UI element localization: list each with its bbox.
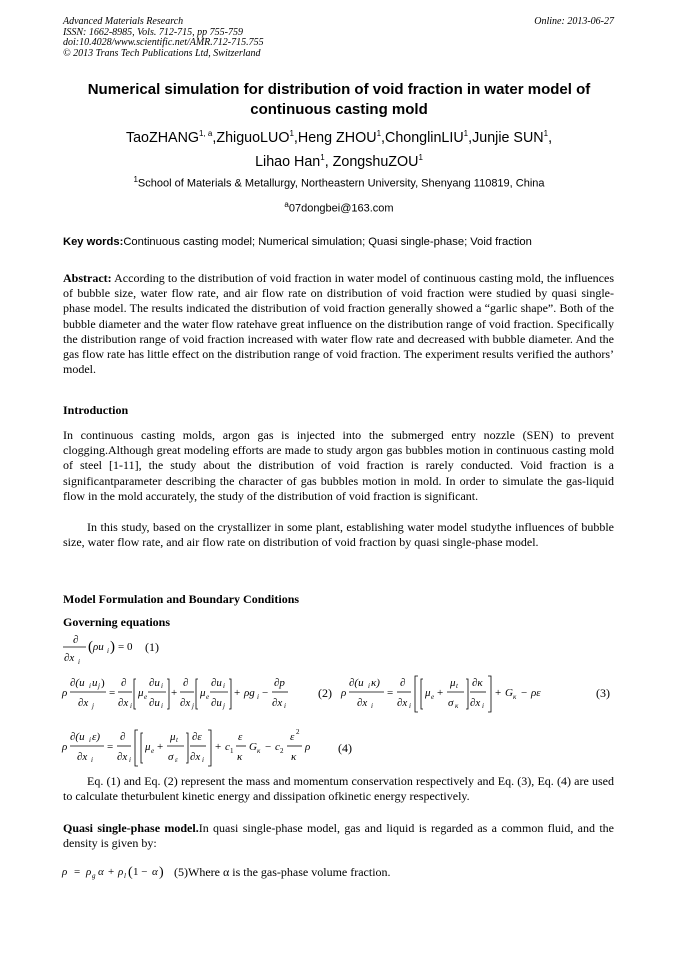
svg-text:∂x: ∂x	[78, 697, 89, 709]
svg-text:(: (	[128, 865, 133, 880]
svg-text:∂: ∂	[120, 731, 126, 743]
svg-text:∂x: ∂x	[77, 751, 88, 763]
svg-text:t: t	[456, 682, 458, 690]
svg-text:+: +	[495, 687, 502, 699]
quasi-single-phase-paragraph	[63, 821, 614, 851]
quasi-model-text: In quasi single-phase model, gas and liquid is regarded as a common fluid, and the density is given by:	[63, 821, 614, 851]
author-sup: 1	[543, 129, 549, 138]
svg-text:∂: ∂	[73, 634, 79, 646]
svg-text:e: e	[144, 693, 148, 701]
svg-text:1: 1	[230, 747, 234, 755]
author-name: ,Heng ZHOU	[293, 129, 377, 146]
svg-text:−: −	[521, 687, 528, 699]
affiliation-sup: 1	[133, 175, 138, 184]
journal-header	[63, 17, 264, 59]
svg-text:∂(u: ∂(u	[70, 677, 85, 689]
svg-text:): )	[101, 677, 105, 689]
equation-1-number: (1)	[145, 640, 159, 654]
affiliation-text: School of Materials & Metallurgy, Northeastern University, Shenyang 110819, China	[137, 177, 545, 190]
keywords-label: Key words:	[63, 236, 124, 248]
svg-text:i: i	[202, 756, 204, 764]
author-name: , ZongshuZOU	[324, 153, 419, 170]
author-sup: 1	[418, 152, 423, 162]
svg-text:i: i	[130, 702, 132, 710]
svg-text:ρ: ρ	[118, 866, 124, 878]
svg-text:): )	[110, 639, 115, 655]
svg-text:κ): κ)	[371, 677, 380, 689]
svg-text:∂x: ∂x	[180, 697, 191, 709]
author-sup: 1	[463, 129, 469, 138]
svg-text:g: g	[92, 872, 96, 880]
svg-text:ρ: ρ	[86, 866, 92, 878]
author-name: TaoZHANG	[125, 129, 200, 146]
svg-text:i: i	[409, 702, 411, 710]
svg-text:∂x: ∂x	[357, 697, 368, 709]
svg-text:+: +	[437, 687, 444, 699]
svg-text:1 −: 1 −	[133, 866, 148, 878]
svg-text:∂u: ∂u	[211, 677, 222, 689]
journal-name: Advanced Materials Research	[63, 16, 184, 27]
svg-text:2: 2	[280, 747, 284, 755]
intro-paragraph-2: In this study, based on the crystallizer in some plant, establishing water model studythe influences of bubble size, water flow rate, and air flow rate on distribution of void fraction by quasi single-phase model.	[63, 520, 614, 550]
svg-text:σ: σ	[168, 751, 174, 763]
equation-1	[60, 632, 142, 666]
svg-text:+: +	[108, 866, 115, 878]
author-sup: 1	[376, 129, 382, 138]
svg-text:e: e	[206, 693, 210, 701]
svg-text:c: c	[225, 741, 230, 753]
svg-text:i: i	[89, 682, 91, 690]
equation-4-number: (4)	[338, 741, 352, 755]
svg-text:∂ε: ∂ε	[192, 731, 202, 743]
svg-text:i: i	[161, 702, 163, 710]
svg-text:σ: σ	[448, 697, 454, 709]
svg-text:ρ: ρ	[305, 741, 311, 753]
equation-3	[340, 672, 576, 714]
svg-text:∂x: ∂x	[470, 697, 481, 709]
equation-5-number: (5)	[174, 865, 188, 879]
svg-text:ρ: ρ	[341, 687, 347, 699]
svg-text:ρu: ρu	[93, 641, 104, 653]
svg-text:∂x: ∂x	[190, 751, 201, 763]
author-name: ,ZhiguoLUO	[212, 129, 290, 146]
equation-5-line	[174, 865, 391, 880]
svg-text:μ: μ	[450, 677, 456, 689]
author-list	[50, 124, 628, 172]
author-name: ,Junjie SUN	[468, 129, 544, 146]
email-sup: a	[284, 200, 289, 209]
keywords	[63, 236, 623, 248]
svg-text:μ: μ	[170, 731, 176, 743]
svg-text:∂: ∂	[121, 677, 127, 689]
author-sup: 1, a	[199, 129, 213, 138]
journal-doi: doi:10.4028/www.scientific.net/AMR.712-715.755	[63, 37, 264, 49]
svg-text:+: +	[157, 741, 164, 753]
svg-text:2: 2	[296, 728, 300, 736]
svg-text:α: α	[98, 866, 104, 878]
affiliation	[40, 175, 638, 190]
keywords-text: Continuous casting model; Numerical simulation; Quasi single-phase; Void fraction	[123, 236, 532, 248]
svg-text:i: i	[223, 682, 225, 690]
svg-text:l: l	[124, 872, 126, 880]
svg-text:+: +	[171, 687, 178, 699]
svg-text:=: =	[109, 687, 116, 699]
svg-text:i: i	[89, 736, 91, 744]
svg-text:(: (	[88, 639, 93, 655]
svg-text:ρg: ρg	[244, 687, 255, 699]
intro-paragraph-1: In continuous casting molds, argon gas is injected into the submerged entry nozzle (SEN) to prevent clogging.Although great modeling efforts are made to study argon gas bubbles motion in continuous casting mold of steel [1-11], the study about the distribution of void fraction is rarely conducted. Void fraction is a significantparameter describing the character of gas bubbles motion in mold. In order to simulate the gas-liquid flow in the mold accurately, the study of the distribution of void fraction is significant.	[63, 428, 614, 503]
abstract-label: Abstract:	[63, 271, 112, 285]
journal-copyright: © 2013 Trans Tech Publications Ltd, Switzerland	[63, 47, 261, 59]
author-sup: 1	[289, 129, 294, 138]
quasi-model-label: Quasi single-phase model.	[63, 821, 199, 835]
svg-text:u: u	[92, 677, 98, 689]
svg-text:∂x: ∂x	[117, 751, 128, 763]
svg-text:= 0: = 0	[118, 641, 133, 653]
section-heading-model: Model Formulation and Boundary Conditions	[63, 592, 300, 606]
svg-text:i: i	[161, 682, 163, 690]
svg-text:j: j	[98, 682, 100, 690]
svg-text:μ: μ	[425, 687, 431, 699]
author-name: ,ChonglinLIU	[381, 129, 464, 146]
svg-text:∂x: ∂x	[118, 697, 129, 709]
equation-5-text: Where α is the gas-phase volume fraction.	[188, 865, 391, 879]
equation-5	[60, 861, 180, 883]
svg-text:=: =	[107, 741, 114, 753]
equation-3-number: (3)	[596, 686, 610, 700]
svg-text:∂(u: ∂(u	[70, 731, 85, 743]
svg-text:∂: ∂	[183, 677, 189, 689]
svg-text:−: −	[265, 741, 272, 753]
svg-text:κ: κ	[291, 751, 297, 763]
paper-title: Numerical simulation for distribution of void fraction in water model of continuous casting mold	[87, 81, 591, 118]
svg-text:G: G	[249, 741, 257, 753]
author-separator: ,	[548, 129, 553, 146]
author-name: Lihao Han	[255, 153, 321, 170]
svg-text:∂: ∂	[400, 677, 406, 689]
svg-text:∂p: ∂p	[274, 677, 285, 689]
svg-text:κ: κ	[455, 702, 459, 710]
svg-text:ρε: ρε	[531, 687, 541, 699]
svg-text:i: i	[129, 756, 131, 764]
svg-text:e: e	[151, 747, 155, 755]
svg-text:μ: μ	[138, 687, 144, 699]
svg-text:∂u: ∂u	[211, 697, 222, 709]
author-email	[40, 200, 638, 215]
equation-2	[60, 672, 322, 714]
svg-text:i: i	[368, 682, 370, 690]
online-date: Online: 2013-06-27	[534, 16, 614, 27]
svg-text:i: i	[91, 756, 93, 764]
journal-issn: ISSN: 1662-8985, Vols. 712-715, pp 755-759	[63, 26, 243, 38]
svg-text:i: i	[107, 647, 109, 655]
svg-text:ρ: ρ	[62, 687, 68, 699]
svg-text:i: i	[482, 702, 484, 710]
equation-4	[60, 726, 338, 768]
svg-text:i: i	[371, 702, 373, 710]
svg-text:i: i	[78, 658, 80, 666]
svg-text:ε): ε)	[92, 731, 100, 743]
svg-text:G: G	[505, 687, 513, 699]
subsection-heading-governing: Governing equations	[63, 615, 171, 629]
svg-text:i: i	[284, 702, 286, 710]
svg-text:∂u: ∂u	[149, 697, 160, 709]
svg-text:j: j	[192, 702, 194, 710]
svg-text:∂u: ∂u	[149, 677, 160, 689]
svg-text:−: −	[262, 687, 269, 699]
svg-text:t: t	[176, 736, 178, 744]
svg-text:): )	[159, 865, 164, 880]
svg-text:κ: κ	[237, 751, 243, 763]
svg-text:∂x: ∂x	[64, 652, 75, 664]
svg-text:j: j	[92, 702, 94, 710]
svg-text:∂κ: ∂κ	[472, 677, 483, 689]
svg-text:ε: ε	[290, 731, 295, 743]
section-heading-introduction: Introduction	[63, 403, 129, 417]
svg-text:=: =	[387, 687, 394, 699]
svg-text:∂x: ∂x	[272, 697, 283, 709]
svg-text:c: c	[275, 741, 280, 753]
svg-text:α: α	[152, 866, 158, 878]
svg-text:j: j	[223, 702, 225, 710]
svg-text:ρ: ρ	[62, 866, 68, 878]
email-text: 07dongbei@163.com	[288, 202, 394, 215]
svg-text:κ: κ	[257, 747, 261, 755]
svg-text:i: i	[257, 693, 259, 701]
abstract-text: According to the distribution of void fraction in water model of continuous casting mold, the influences of bubble size, water flow rate, and air flow rate on distribution of void fraction were studied by quasi single-phase model. The results indicated the distribution of void fraction generally showed a “garlic shape”. Both of the bubble diameter and the water flow ratehave great influence on the distribution range of void fraction. Specifically the distribution range of void fraction increased with water flow rate and decreased with bubble diameter. And the gas flow rate has little effect on the distribution range of void fraction. The experiment results verified the authors’ model.	[63, 271, 614, 377]
svg-text:ε: ε	[238, 731, 243, 743]
svg-text:=: =	[74, 866, 81, 878]
equation-2-number: (2)	[318, 686, 332, 700]
svg-text:e: e	[431, 693, 435, 701]
svg-text:ρ: ρ	[62, 741, 68, 753]
svg-text:∂(u: ∂(u	[349, 677, 364, 689]
author-sup: 1	[320, 152, 325, 162]
abstract	[63, 271, 614, 377]
svg-text:μ: μ	[200, 687, 206, 699]
svg-text:∂x: ∂x	[397, 697, 408, 709]
svg-text:+: +	[215, 741, 222, 753]
svg-text:ε: ε	[175, 756, 178, 764]
svg-text:μ: μ	[145, 741, 151, 753]
svg-text:κ: κ	[513, 693, 517, 701]
equation-explanation: Eq. (1) and Eq. (2) represent the mass and momentum conservation respectively and Eq. (3), Eq. (4) are used to calculate theturbulent kinetic energy and dissipation ofkinetic energy respectively.	[63, 774, 614, 804]
svg-text:+: +	[234, 687, 241, 699]
